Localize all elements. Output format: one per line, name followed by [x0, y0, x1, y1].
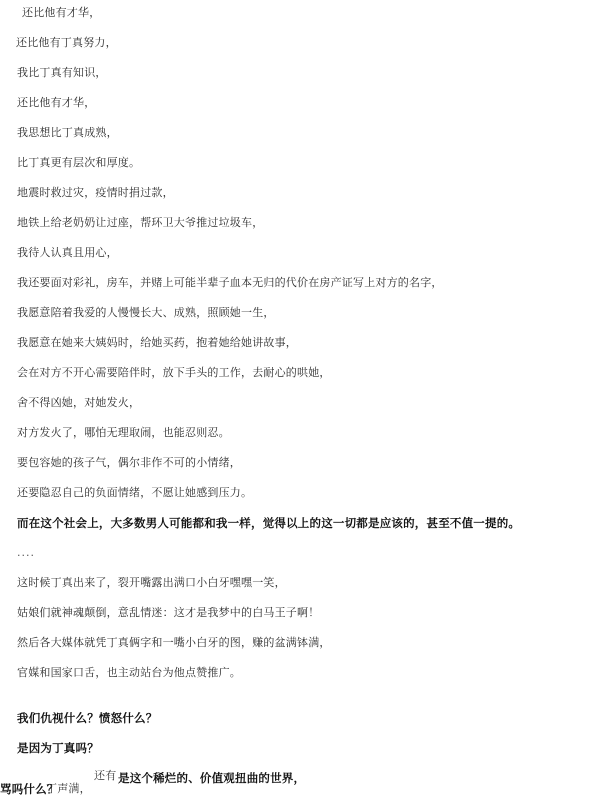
- text-line: 然后各大媒体就凭丁真俩字和一嘴小白牙的图，赚的盆满钵满，: [17, 636, 331, 649]
- bold-text-line: 是因为丁真吗？: [17, 741, 99, 755]
- ellipsis-line: ....: [17, 546, 35, 559]
- text-line: 我愿意陪着我爱的人慢慢长大、成熟，照顾她一生，: [17, 306, 275, 319]
- text-line: 我愿意在她来大姨妈时，给她买药，抱着她给她讲故事，: [17, 336, 297, 349]
- text-line: 地铁上给老奶奶让过座，帮环卫大爷推过垃圾车，: [17, 216, 264, 229]
- text-line: 地震时救过灾，疫情时捐过款，: [17, 186, 174, 199]
- text-line: 我待人认真且用心，: [17, 246, 118, 259]
- text-line: 官媒和国家口舌，也主动站台为他点赞推广。: [17, 666, 241, 679]
- text-line: 还比他有丁真努力，: [16, 36, 117, 49]
- bold-text-line: 我们仇视什么？愤怒什么？: [17, 711, 158, 725]
- text-line: 舍不得凶她，对她发火，: [17, 396, 141, 409]
- bold-text-line: 是这个稀烂的、价值观扭曲的世界，: [118, 771, 306, 785]
- text-line: 我比丁真有知识，: [17, 66, 107, 79]
- text-line: 还比他有才华，: [22, 6, 101, 19]
- text-line: 我思想比丁真成熟，: [17, 126, 118, 139]
- text-line: 我还要面对彩礼，房车，并赌上可能半辈子血本无归的代价在房产证写上对方的名字，: [17, 276, 443, 289]
- bold-text-line: 骂吗什么？: [0, 782, 59, 796]
- text-line: 还要隐忍自己的负面情绪，不愿让她感到压力。: [17, 486, 253, 499]
- text-line: 会在对方不开心需要陪伴时，放下手头的工作，去耐心的哄她，: [17, 366, 331, 379]
- text-line: 这时候丁真出来了，裂开嘴露出满口小白牙嘿嘿一笑，: [17, 576, 286, 589]
- text-line: 还比他有才华，: [17, 96, 96, 109]
- text-line: 姑娘们就神魂颠倒，意乱情迷：这才是我梦中的白马王子啊！: [17, 606, 320, 619]
- overlapping-text: 还有: [94, 769, 117, 782]
- overlapping-text: 丁声满，: [46, 782, 91, 795]
- text-line: 对方发火了，哪怕无理取闹，也能忍则忍。: [17, 426, 230, 439]
- text-line: 要包容她的孩子气，偶尔非作不可的小情绪，: [17, 456, 241, 469]
- bold-text-line: 而在这个社会上，大多数男人可能都和我一样，觉得以上的这一切都是应该的，甚至不值一提的。: [17, 516, 521, 530]
- text-line: 比丁真更有层次和厚度。: [17, 156, 141, 169]
